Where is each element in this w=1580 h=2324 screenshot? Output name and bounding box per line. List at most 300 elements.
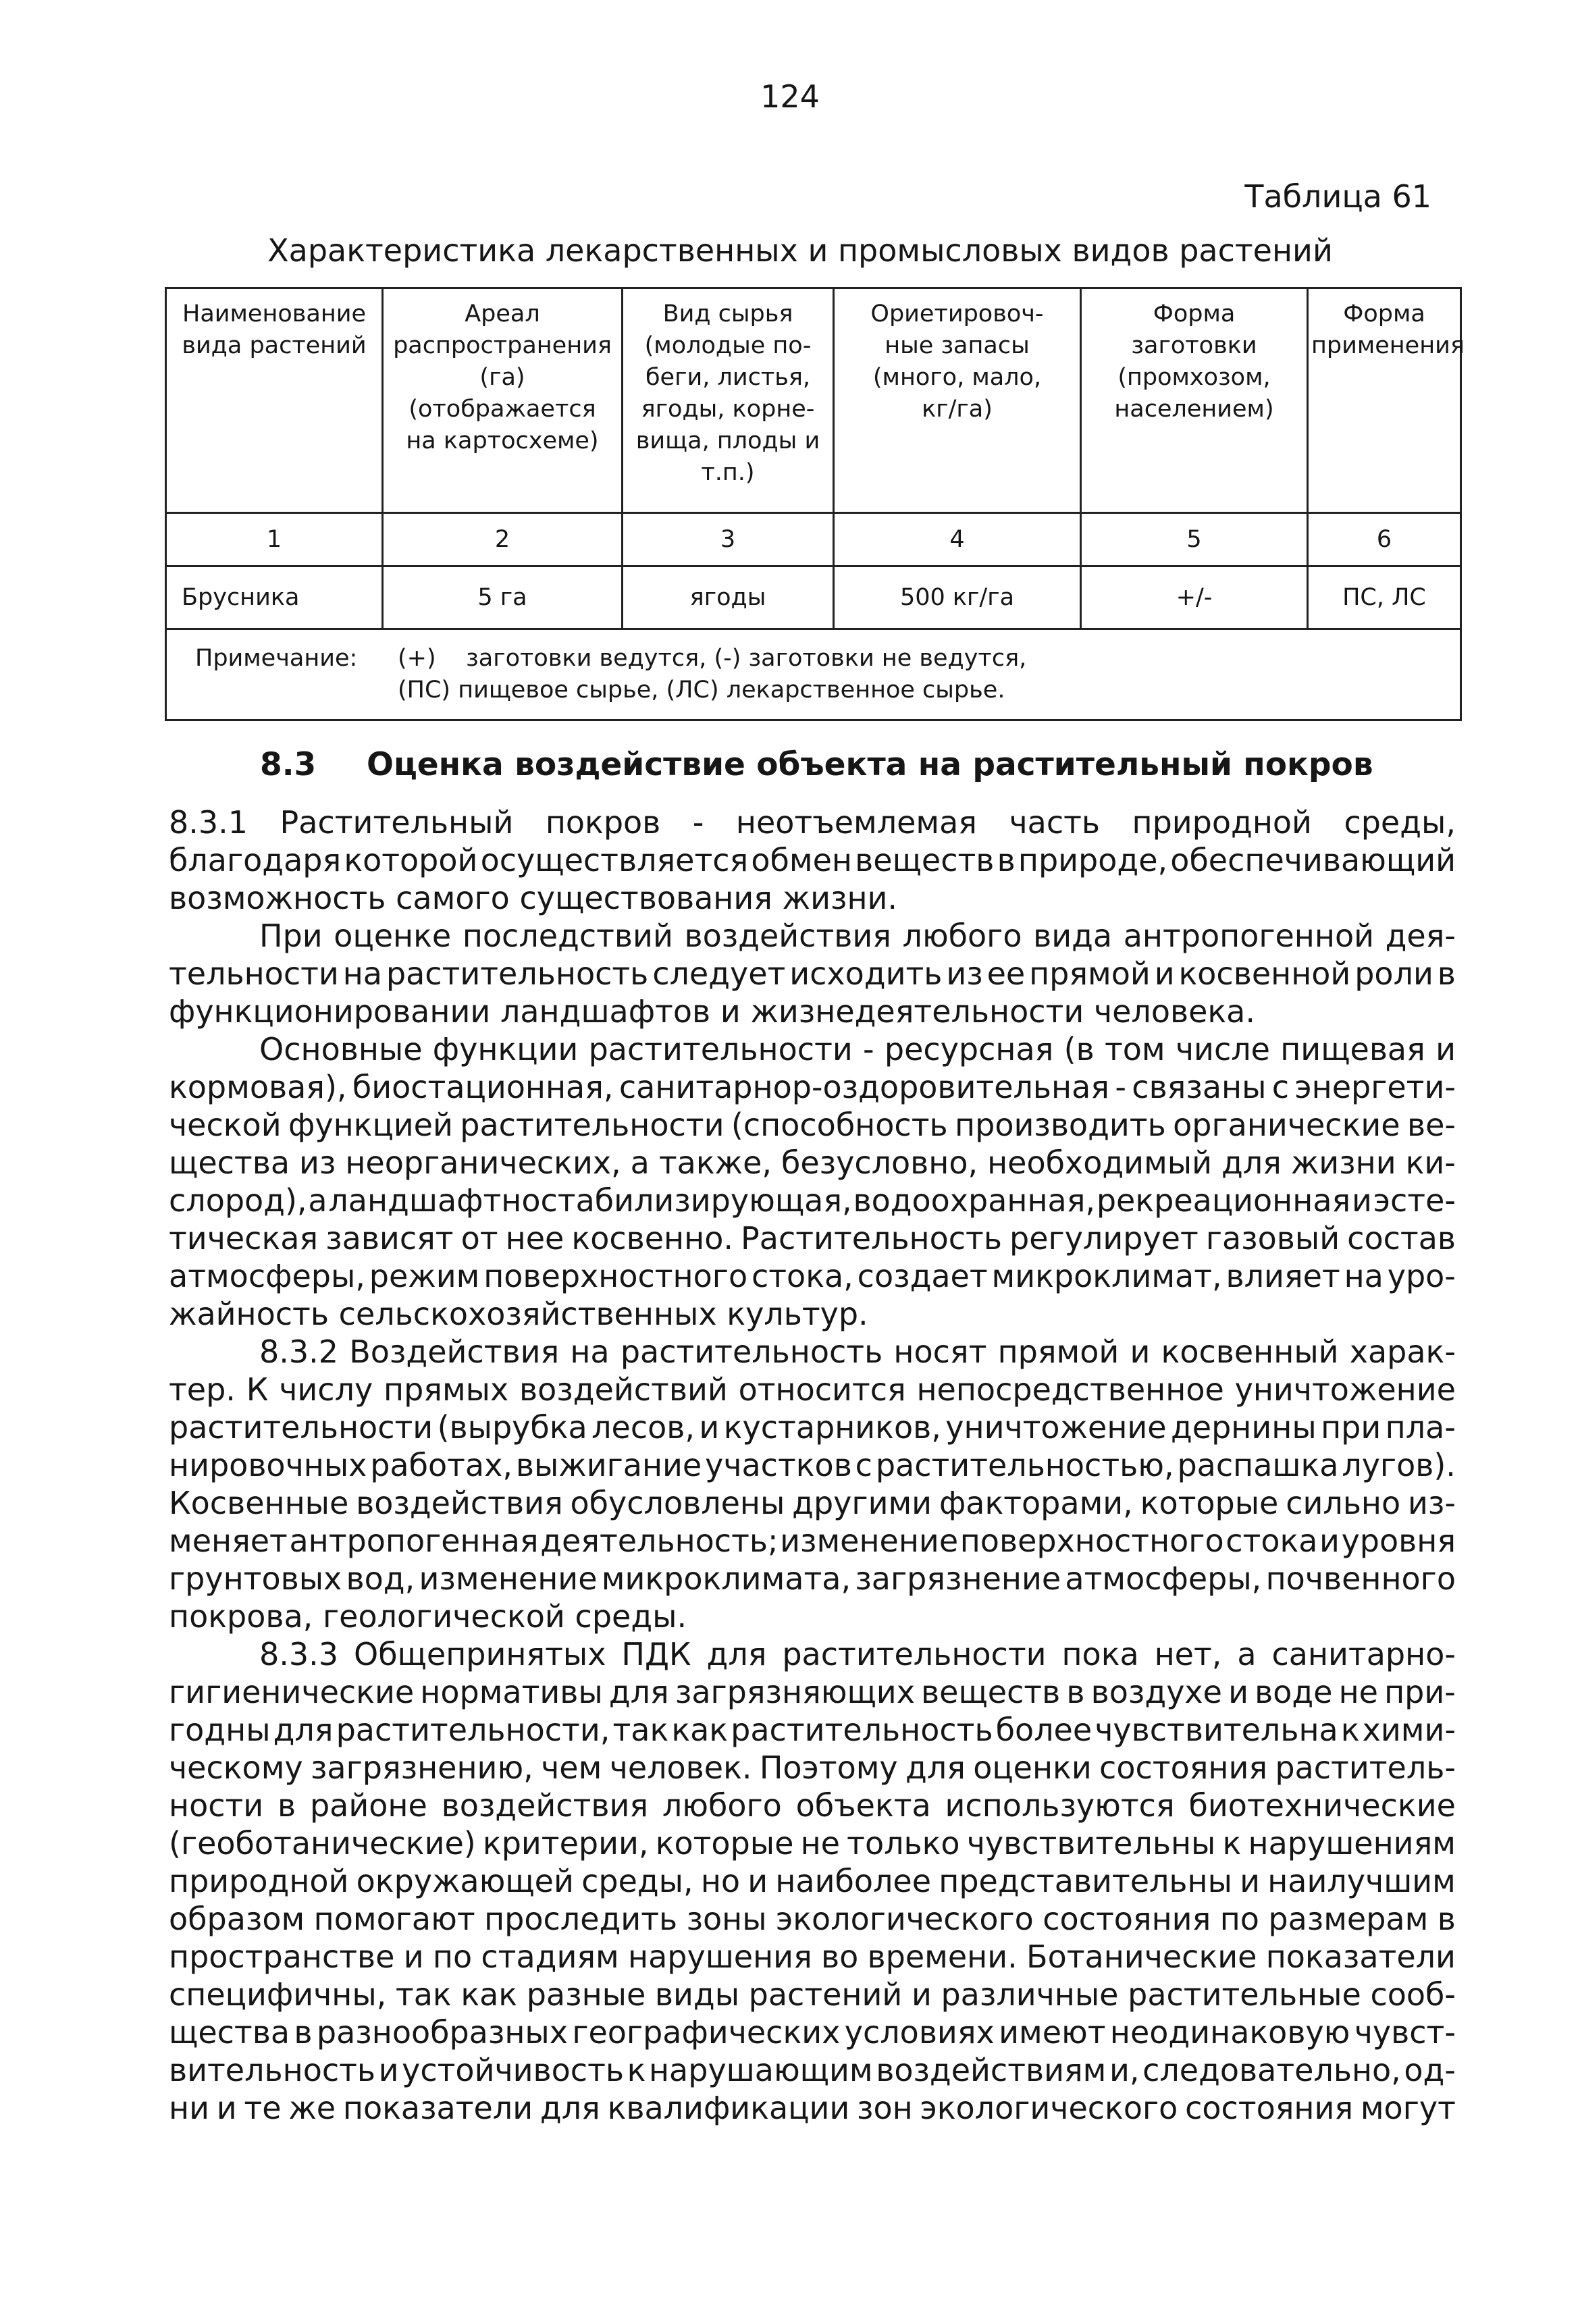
word: санитарнор-оздоровительная xyxy=(618,1069,1109,1105)
word: Растительность xyxy=(741,1220,1002,1257)
word: (геоботанические) xyxy=(169,1825,476,1861)
word: уничтожение xyxy=(1234,1371,1456,1408)
word: размерам xyxy=(1268,1901,1429,1937)
word: наиболее xyxy=(775,1863,932,1899)
word: растительные xyxy=(1128,1976,1361,2013)
word: обмен xyxy=(751,842,852,878)
word: выжигание xyxy=(515,1447,702,1483)
table-header-line: беги, листья, xyxy=(645,364,811,391)
word: загрязнение xyxy=(855,1560,1061,1597)
word: и xyxy=(911,1976,932,2013)
word: образом xyxy=(169,1901,305,1937)
word: воздухе xyxy=(1090,1674,1222,1710)
word: критерии, xyxy=(482,1825,649,1861)
table-cell: 5 га xyxy=(383,566,623,629)
word: функцией xyxy=(288,1107,453,1143)
word: оценке xyxy=(334,918,452,954)
word: при xyxy=(1321,1409,1381,1446)
word: из- xyxy=(1408,1485,1456,1521)
word: годны xyxy=(169,1712,271,1748)
word: грунтовых xyxy=(169,1560,342,1597)
paragraph-line xyxy=(169,1408,1456,1446)
paragraph-line xyxy=(169,2089,1456,2127)
note-line: (+) заготовки ведутся, (-) заготовки не ведутся, xyxy=(398,645,1027,672)
word: уничтожение xyxy=(945,1409,1167,1446)
paragraph-line xyxy=(169,1635,1456,1673)
word: рекреационная xyxy=(1096,1182,1351,1219)
word: наилучшим xyxy=(1267,1863,1456,1899)
word: При xyxy=(259,918,323,954)
word: нее xyxy=(505,1220,564,1257)
table-row xyxy=(166,566,1461,629)
word: ве- xyxy=(1406,1107,1456,1143)
table-header-line: кг/га) xyxy=(922,396,993,423)
word: биотехнические xyxy=(1188,1787,1456,1824)
table-header-line: Вид сырья xyxy=(662,300,793,327)
word: и xyxy=(403,1938,424,1975)
word: часть xyxy=(1009,804,1101,841)
paragraph-line xyxy=(169,1749,1456,1787)
word: которой xyxy=(344,842,478,878)
word: виды xyxy=(654,1976,740,2013)
word: косвенный xyxy=(1161,1333,1339,1370)
word: имеют xyxy=(999,2014,1106,2051)
paragraph-line xyxy=(169,1484,1456,1522)
word: кормовая), xyxy=(169,1069,347,1105)
table-header-cell xyxy=(834,288,1081,513)
word: специфичны, xyxy=(169,1976,387,2013)
paragraph-line xyxy=(169,1938,1456,1976)
word: тическая xyxy=(169,1220,319,1257)
word: квалификации xyxy=(607,2090,850,2126)
word: атмосферы, xyxy=(169,1258,365,1294)
word: которые xyxy=(655,1825,794,1861)
word: нормативы xyxy=(420,1674,603,1710)
paragraph-line xyxy=(169,1560,1456,1597)
paragraph-line xyxy=(169,1597,1456,1635)
word: растительности xyxy=(169,1409,433,1446)
word: Воздействия xyxy=(349,1333,560,1370)
table-header-line: (га) xyxy=(479,364,525,391)
word: пищевая xyxy=(1280,1031,1425,1067)
word: покров xyxy=(545,804,661,841)
word: Основные xyxy=(259,1031,423,1067)
word: состав xyxy=(1347,1220,1456,1257)
word: вод, xyxy=(346,1560,415,1597)
word: режим xyxy=(369,1258,480,1294)
word: зон xyxy=(857,2090,913,2126)
paragraph-line xyxy=(169,1371,1456,1408)
word: уровня xyxy=(1341,1523,1456,1559)
word: и xyxy=(216,2090,237,2126)
word: по xyxy=(1219,1901,1259,1937)
word: существования xyxy=(519,880,772,916)
word: последствий xyxy=(462,918,673,954)
paragraph-line xyxy=(169,841,1456,879)
word: в xyxy=(278,1787,296,1824)
word: неотъемлемая xyxy=(735,804,977,841)
column-number-cell: 4 xyxy=(834,513,1081,566)
word: исходить xyxy=(789,955,943,992)
word: к xyxy=(1222,1825,1242,1861)
word: могут xyxy=(1360,2090,1456,2126)
word: вида xyxy=(1033,918,1113,954)
word: природной xyxy=(1132,804,1312,841)
word: ПДК xyxy=(621,1636,691,1672)
word: человек. xyxy=(609,1749,752,1786)
word: из xyxy=(946,955,983,992)
word: растительности xyxy=(460,1107,725,1143)
word: среды. xyxy=(575,1598,687,1635)
table-cell: 500 кг/га xyxy=(834,566,1081,629)
word: ческому xyxy=(169,1749,303,1786)
word: вительность xyxy=(169,2052,376,2088)
word: прямой xyxy=(1029,955,1151,992)
paragraph-line xyxy=(169,1068,1456,1106)
word: природе, xyxy=(1018,842,1168,878)
word: к xyxy=(1340,1712,1360,1748)
paragraph-line xyxy=(169,1446,1456,1484)
word: - xyxy=(692,804,704,841)
word: прямой xyxy=(997,1333,1120,1370)
word: но xyxy=(700,1863,741,1899)
paragraph-line xyxy=(169,1673,1456,1711)
word: среды, xyxy=(1344,804,1456,841)
word: 8.3.2 xyxy=(259,1333,339,1370)
table-header-line: т.п.) xyxy=(701,459,755,486)
word: растительность xyxy=(386,955,649,992)
table-cell: ПС, ЛС xyxy=(1308,566,1461,629)
word: нарушениям xyxy=(1248,1825,1456,1861)
table-label: Таблица 61 xyxy=(1244,178,1431,215)
word: 8.3.3 xyxy=(259,1636,339,1672)
word: стока xyxy=(1226,1523,1318,1559)
word: окружающей xyxy=(356,1863,574,1899)
word: сооб- xyxy=(1370,1976,1456,2013)
column-number-cell: 3 xyxy=(623,513,834,566)
table-header-line: (много, мало, xyxy=(872,364,1042,391)
word: не xyxy=(800,1825,840,1861)
word: при- xyxy=(1384,1674,1456,1710)
word: числу xyxy=(279,1371,373,1408)
word: работах, xyxy=(370,1447,512,1483)
word: для xyxy=(905,1749,966,1786)
table-cell: Брусника xyxy=(166,566,383,629)
word: ки- xyxy=(1405,1144,1456,1181)
word: из xyxy=(299,1144,336,1181)
word: ческой xyxy=(169,1107,282,1143)
word: сельскохозяйственных xyxy=(338,1296,717,1332)
word: ландшафтов xyxy=(500,993,711,1030)
paragraph-line xyxy=(169,1787,1456,1824)
word: веществ xyxy=(921,1674,1061,1710)
word: веществ xyxy=(855,842,995,878)
word: воздействия xyxy=(684,918,891,954)
word: и xyxy=(378,2052,399,2088)
word: воздействий xyxy=(519,1371,728,1408)
word: экологического xyxy=(776,1901,1034,1937)
table-header-cell xyxy=(383,288,623,513)
section-number: 8.3 xyxy=(260,746,317,783)
word: как xyxy=(460,1976,518,2013)
word: любого xyxy=(902,918,1022,954)
word: роли xyxy=(1354,955,1433,992)
word: чувствительны xyxy=(966,1825,1216,1861)
note-line: (ПС) пищевое сырье, (ЛС) лекарственное сырье. xyxy=(398,677,1005,704)
word: состояния xyxy=(1043,1901,1211,1937)
word: представительны xyxy=(939,1863,1232,1899)
word: нарушения xyxy=(628,1938,812,1975)
word: неорганических, xyxy=(345,1144,621,1181)
word: осуществляется xyxy=(480,842,749,878)
word: и xyxy=(1240,1863,1261,1899)
paragraph-line xyxy=(169,2013,1456,2051)
table-column-numbers-row xyxy=(166,513,1461,566)
word: слород), xyxy=(169,1182,307,1219)
word: и xyxy=(1154,955,1175,992)
word: растительности xyxy=(782,1636,1047,1672)
word: растительности, xyxy=(336,1712,610,1748)
paragraph-line xyxy=(169,955,1456,993)
word: создает xyxy=(857,1258,988,1294)
word: человека. xyxy=(1093,993,1255,1030)
word: антропогенной xyxy=(1123,918,1374,954)
word: возможность xyxy=(169,880,386,916)
word: непосредственное xyxy=(916,1371,1224,1408)
word: растений xyxy=(748,1976,903,2013)
paragraph-line xyxy=(169,803,1456,841)
word: среды, xyxy=(581,1863,693,1899)
word: гигиенические xyxy=(169,1674,415,1710)
word: атмосферы, xyxy=(1065,1560,1262,1597)
word: районе xyxy=(309,1787,427,1824)
word: разнообразных xyxy=(316,2014,568,2051)
table-header-line: Форма xyxy=(1153,300,1236,327)
table-header-line: (промхозом, xyxy=(1117,364,1271,391)
table-header-cell xyxy=(166,288,383,513)
word: воздействия xyxy=(441,1787,649,1824)
table-header-line: Наименование xyxy=(182,300,366,327)
word: не xyxy=(1338,1674,1378,1710)
word: и xyxy=(720,993,741,1030)
table-header-line: вида растений xyxy=(182,332,367,359)
word: Растительный xyxy=(280,804,514,841)
word: так xyxy=(612,1712,669,1748)
paragraph-line xyxy=(169,1711,1456,1749)
word: меняет xyxy=(169,1523,288,1559)
table-header-line: на картосхеме) xyxy=(406,427,599,454)
word: почвенного xyxy=(1265,1560,1456,1597)
word: благодаря xyxy=(169,842,342,878)
body-text xyxy=(169,803,1456,2127)
section-title: Оценка воздействие объекта на растительный покров xyxy=(367,746,1373,783)
word: косвенно. xyxy=(571,1220,733,1257)
word: Косвенные xyxy=(169,1485,349,1521)
word: пространстве xyxy=(169,1938,395,1975)
word: факторами, xyxy=(939,1485,1133,1521)
word: во xyxy=(821,1938,859,1975)
word: покрова, xyxy=(169,1598,313,1635)
paragraph-line xyxy=(169,879,1456,917)
word: жайность xyxy=(169,1296,329,1332)
word: более xyxy=(995,1712,1092,1748)
word: разные xyxy=(526,1976,646,2013)
word: участков xyxy=(705,1447,852,1483)
word: стока, xyxy=(751,1258,853,1294)
word: уро- xyxy=(1387,1258,1456,1294)
word: культур. xyxy=(727,1296,868,1332)
word: ландшафтностабилизирующая, xyxy=(328,1182,852,1219)
word: в xyxy=(1437,1901,1456,1937)
word: относится xyxy=(738,1371,906,1408)
word: воде xyxy=(1255,1674,1333,1710)
word: обусловлены xyxy=(570,1485,785,1521)
word: сильно xyxy=(1286,1485,1401,1521)
paragraph-line xyxy=(169,1106,1456,1144)
paragraph-line xyxy=(169,1030,1456,1068)
word: географических xyxy=(572,2014,841,2051)
word: пла- xyxy=(1385,1409,1456,1446)
word: щества xyxy=(169,2014,290,2051)
word: ресурсная xyxy=(884,1031,1054,1067)
word: энергети- xyxy=(1294,1069,1456,1105)
word: функционировании xyxy=(169,993,491,1030)
word: для xyxy=(706,1636,767,1672)
plants-table xyxy=(165,287,1465,721)
word: растительностью, xyxy=(875,1447,1174,1483)
paragraph-line xyxy=(169,917,1456,955)
word: загрязняющих xyxy=(675,1674,915,1710)
word: чувст- xyxy=(1354,2014,1456,2051)
word: так xyxy=(395,1976,452,2013)
word: по xyxy=(432,1938,473,1975)
table-cell: ягоды xyxy=(623,566,834,629)
column-number-cell: 6 xyxy=(1308,513,1461,566)
table-header-line: вища, плоды и xyxy=(635,427,820,454)
word: и xyxy=(1436,1031,1456,1067)
word: зависят xyxy=(325,1220,454,1257)
word: следовательно, xyxy=(1142,2052,1401,2088)
word: хими- xyxy=(1362,1712,1456,1748)
word: прямых xyxy=(384,1371,509,1408)
word: числе xyxy=(1175,1031,1270,1067)
table-header-line: (отображается xyxy=(409,396,596,423)
word: же xyxy=(288,2090,336,2126)
word: нарушающим xyxy=(648,2052,873,2088)
table-header-line: Ориетировоч- xyxy=(870,300,1044,327)
word: тельности xyxy=(169,955,339,992)
word: времени. xyxy=(867,1938,1018,1975)
word: для xyxy=(1221,1144,1282,1181)
word: лесов, xyxy=(591,1409,695,1446)
paragraph-line xyxy=(169,1144,1456,1182)
word: 8.3.1 xyxy=(169,804,248,841)
word: тер. xyxy=(169,1371,236,1408)
word: самого xyxy=(396,880,510,916)
word: распашка xyxy=(1177,1447,1339,1483)
table-title: Характеристика лекарственных и промысловых видов растений xyxy=(267,232,1333,269)
word: в xyxy=(1066,1674,1085,1710)
word: следует xyxy=(652,955,786,992)
word: необходимый xyxy=(987,1144,1212,1181)
word: объекта xyxy=(795,1787,931,1824)
word: Общепринятых xyxy=(353,1636,606,1672)
word: на xyxy=(1344,1258,1384,1294)
word: од- xyxy=(1404,2052,1456,2088)
word: состояния xyxy=(1185,2090,1354,2126)
word: растительность xyxy=(620,1333,883,1370)
word: биостационная, xyxy=(352,1069,614,1105)
word: к xyxy=(627,2052,646,2088)
word: харак- xyxy=(1349,1333,1456,1370)
word: геологической xyxy=(323,1598,565,1635)
word: используются xyxy=(945,1787,1175,1824)
word: поверхностного xyxy=(959,1523,1224,1559)
table-header-line: применения xyxy=(1311,332,1465,359)
word: К xyxy=(246,1371,269,1408)
word: регулирует xyxy=(1009,1220,1199,1257)
word: водоохранная, xyxy=(853,1182,1096,1219)
table-header-line: Форма xyxy=(1343,300,1425,327)
word: раститель- xyxy=(1275,1749,1456,1786)
column-number-cell: 5 xyxy=(1081,513,1308,566)
word: антропогенная xyxy=(289,1523,539,1559)
section-heading xyxy=(260,746,1373,783)
word: которые xyxy=(1140,1485,1279,1521)
word: дея- xyxy=(1385,918,1456,954)
word: стадиям xyxy=(481,1938,619,1975)
word: чем xyxy=(541,1749,602,1786)
word: другими xyxy=(792,1485,932,1521)
word: и xyxy=(1228,1674,1248,1710)
word: поверхностного xyxy=(483,1258,748,1294)
word: растительности xyxy=(588,1031,853,1067)
word: а xyxy=(308,1182,327,1219)
word: оценки xyxy=(973,1749,1092,1786)
word: от xyxy=(460,1220,498,1257)
table-cell: +/- xyxy=(1081,566,1308,629)
word: - xyxy=(1115,1069,1126,1105)
word: в xyxy=(294,2014,313,2051)
word: и xyxy=(747,1863,768,1899)
word: любого xyxy=(662,1787,782,1824)
word: - xyxy=(863,1031,874,1067)
word: жизни xyxy=(1290,1144,1396,1181)
word: зоны xyxy=(686,1901,767,1937)
paragraph-line xyxy=(169,1862,1456,1900)
table-header-line: Ареал xyxy=(465,300,540,327)
word: щества xyxy=(169,1144,290,1181)
word: носят xyxy=(893,1333,987,1370)
word: только xyxy=(847,1825,960,1861)
paragraph-line xyxy=(169,1219,1456,1257)
word: микроклимат, xyxy=(991,1258,1222,1294)
word: для xyxy=(273,1712,334,1748)
word: газовый xyxy=(1205,1220,1340,1257)
word: Ботанические xyxy=(1026,1938,1257,1975)
word: эсте- xyxy=(1373,1182,1456,1219)
word: растительность xyxy=(731,1712,993,1748)
page-number: 124 xyxy=(760,78,820,115)
table-header-line: ягоды, корне- xyxy=(641,396,815,423)
word: лугов). xyxy=(1342,1447,1456,1483)
word: показатели xyxy=(342,2090,533,2126)
word: изменение xyxy=(419,1560,598,1597)
word: условиях xyxy=(844,2014,995,2051)
table-header-line: (молодые по- xyxy=(644,332,812,359)
word: показатели xyxy=(1265,1938,1456,1975)
word: органические xyxy=(1173,1107,1400,1143)
